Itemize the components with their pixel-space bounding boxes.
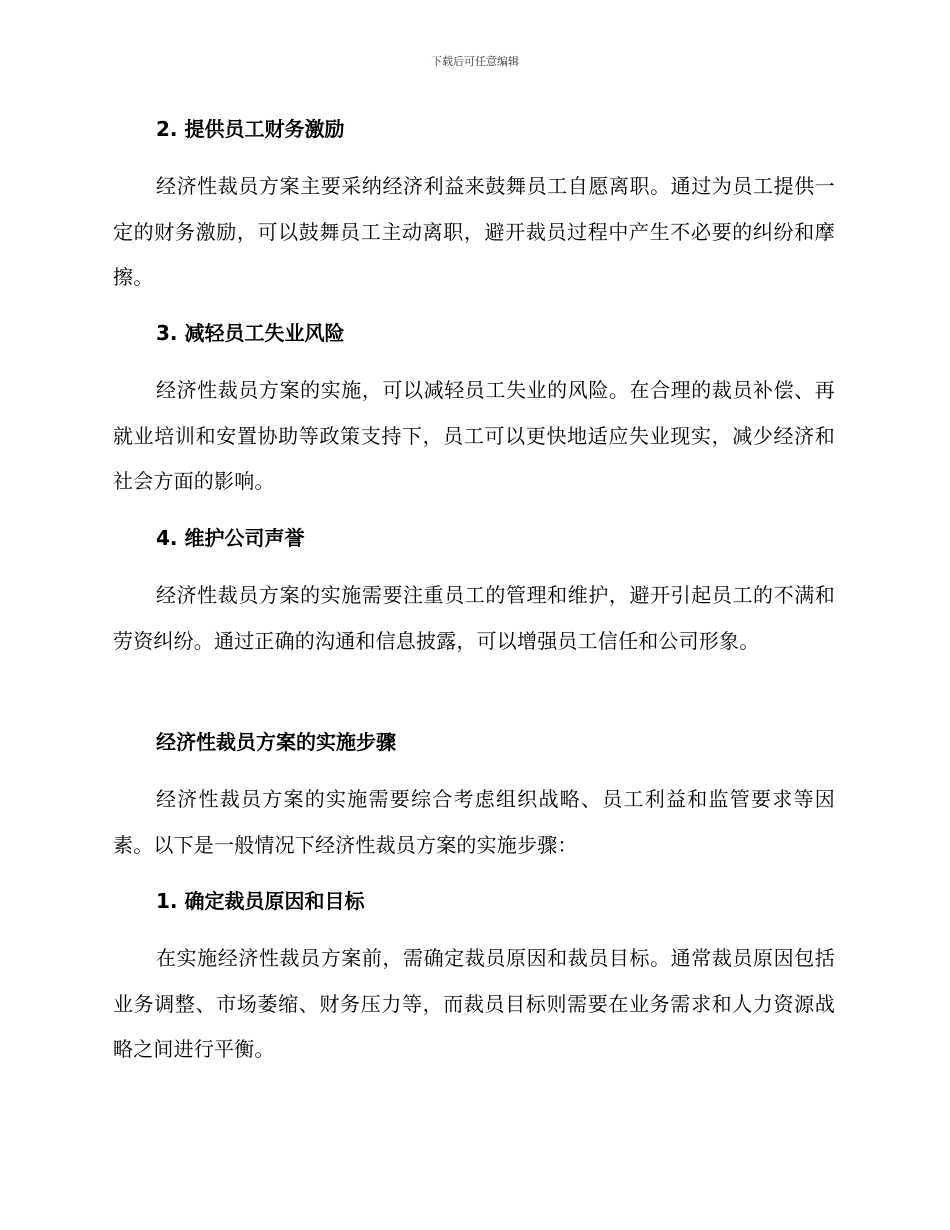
section-paragraph: 经济性裁员方案的实施需要综合考虑组织战略、员工利益和监管要求等因素。以下是一般情况下经济性裁员方案的实施步骤： — [113, 787, 835, 857]
section-heading: 经济性裁员方案的实施步骤 — [156, 730, 396, 754]
section-heading: 2. 提供员工财务激励 — [156, 117, 345, 141]
section-paragraph: 经济性裁员方案的实施需要注重员工的管理和维护，避开引起员工的不满和劳资纠纷。通过正确的沟通和信息披露，可以增强员工信任和公司形象。 — [113, 583, 835, 653]
section-paragraph: 在实施经济性裁员方案前，需确定裁员原因和裁员目标。通常裁员原因包括业务调整、市场萎缩、财务压力等，而裁员目标则需要在业务需求和人力资源战略之间进行平衡。 — [113, 946, 835, 1061]
section-paragraph: 经济性裁员方案主要采纳经济利益来鼓舞员工自愿离职。通过为员工提供一定的财务激励，可以鼓舞员工主动离职，避开裁员过程中产生不必要的纠纷和摩擦。 — [113, 174, 835, 289]
section-heading: 1. 确定裁员原因和目标 — [156, 889, 365, 913]
page-header-note: 下载后可任意编辑 — [431, 55, 519, 68]
section-heading: 3. 减轻员工失业风险 — [156, 321, 345, 345]
section-paragraph: 经济性裁员方案的实施，可以减轻员工失业的风险。在合理的裁员补偿、再就业培训和安置协助等政策支持下，员工可以更快地适应失业现实，减少经济和社会方面的影响。 — [113, 378, 835, 493]
section-heading: 4. 维护公司声誉 — [156, 526, 305, 550]
